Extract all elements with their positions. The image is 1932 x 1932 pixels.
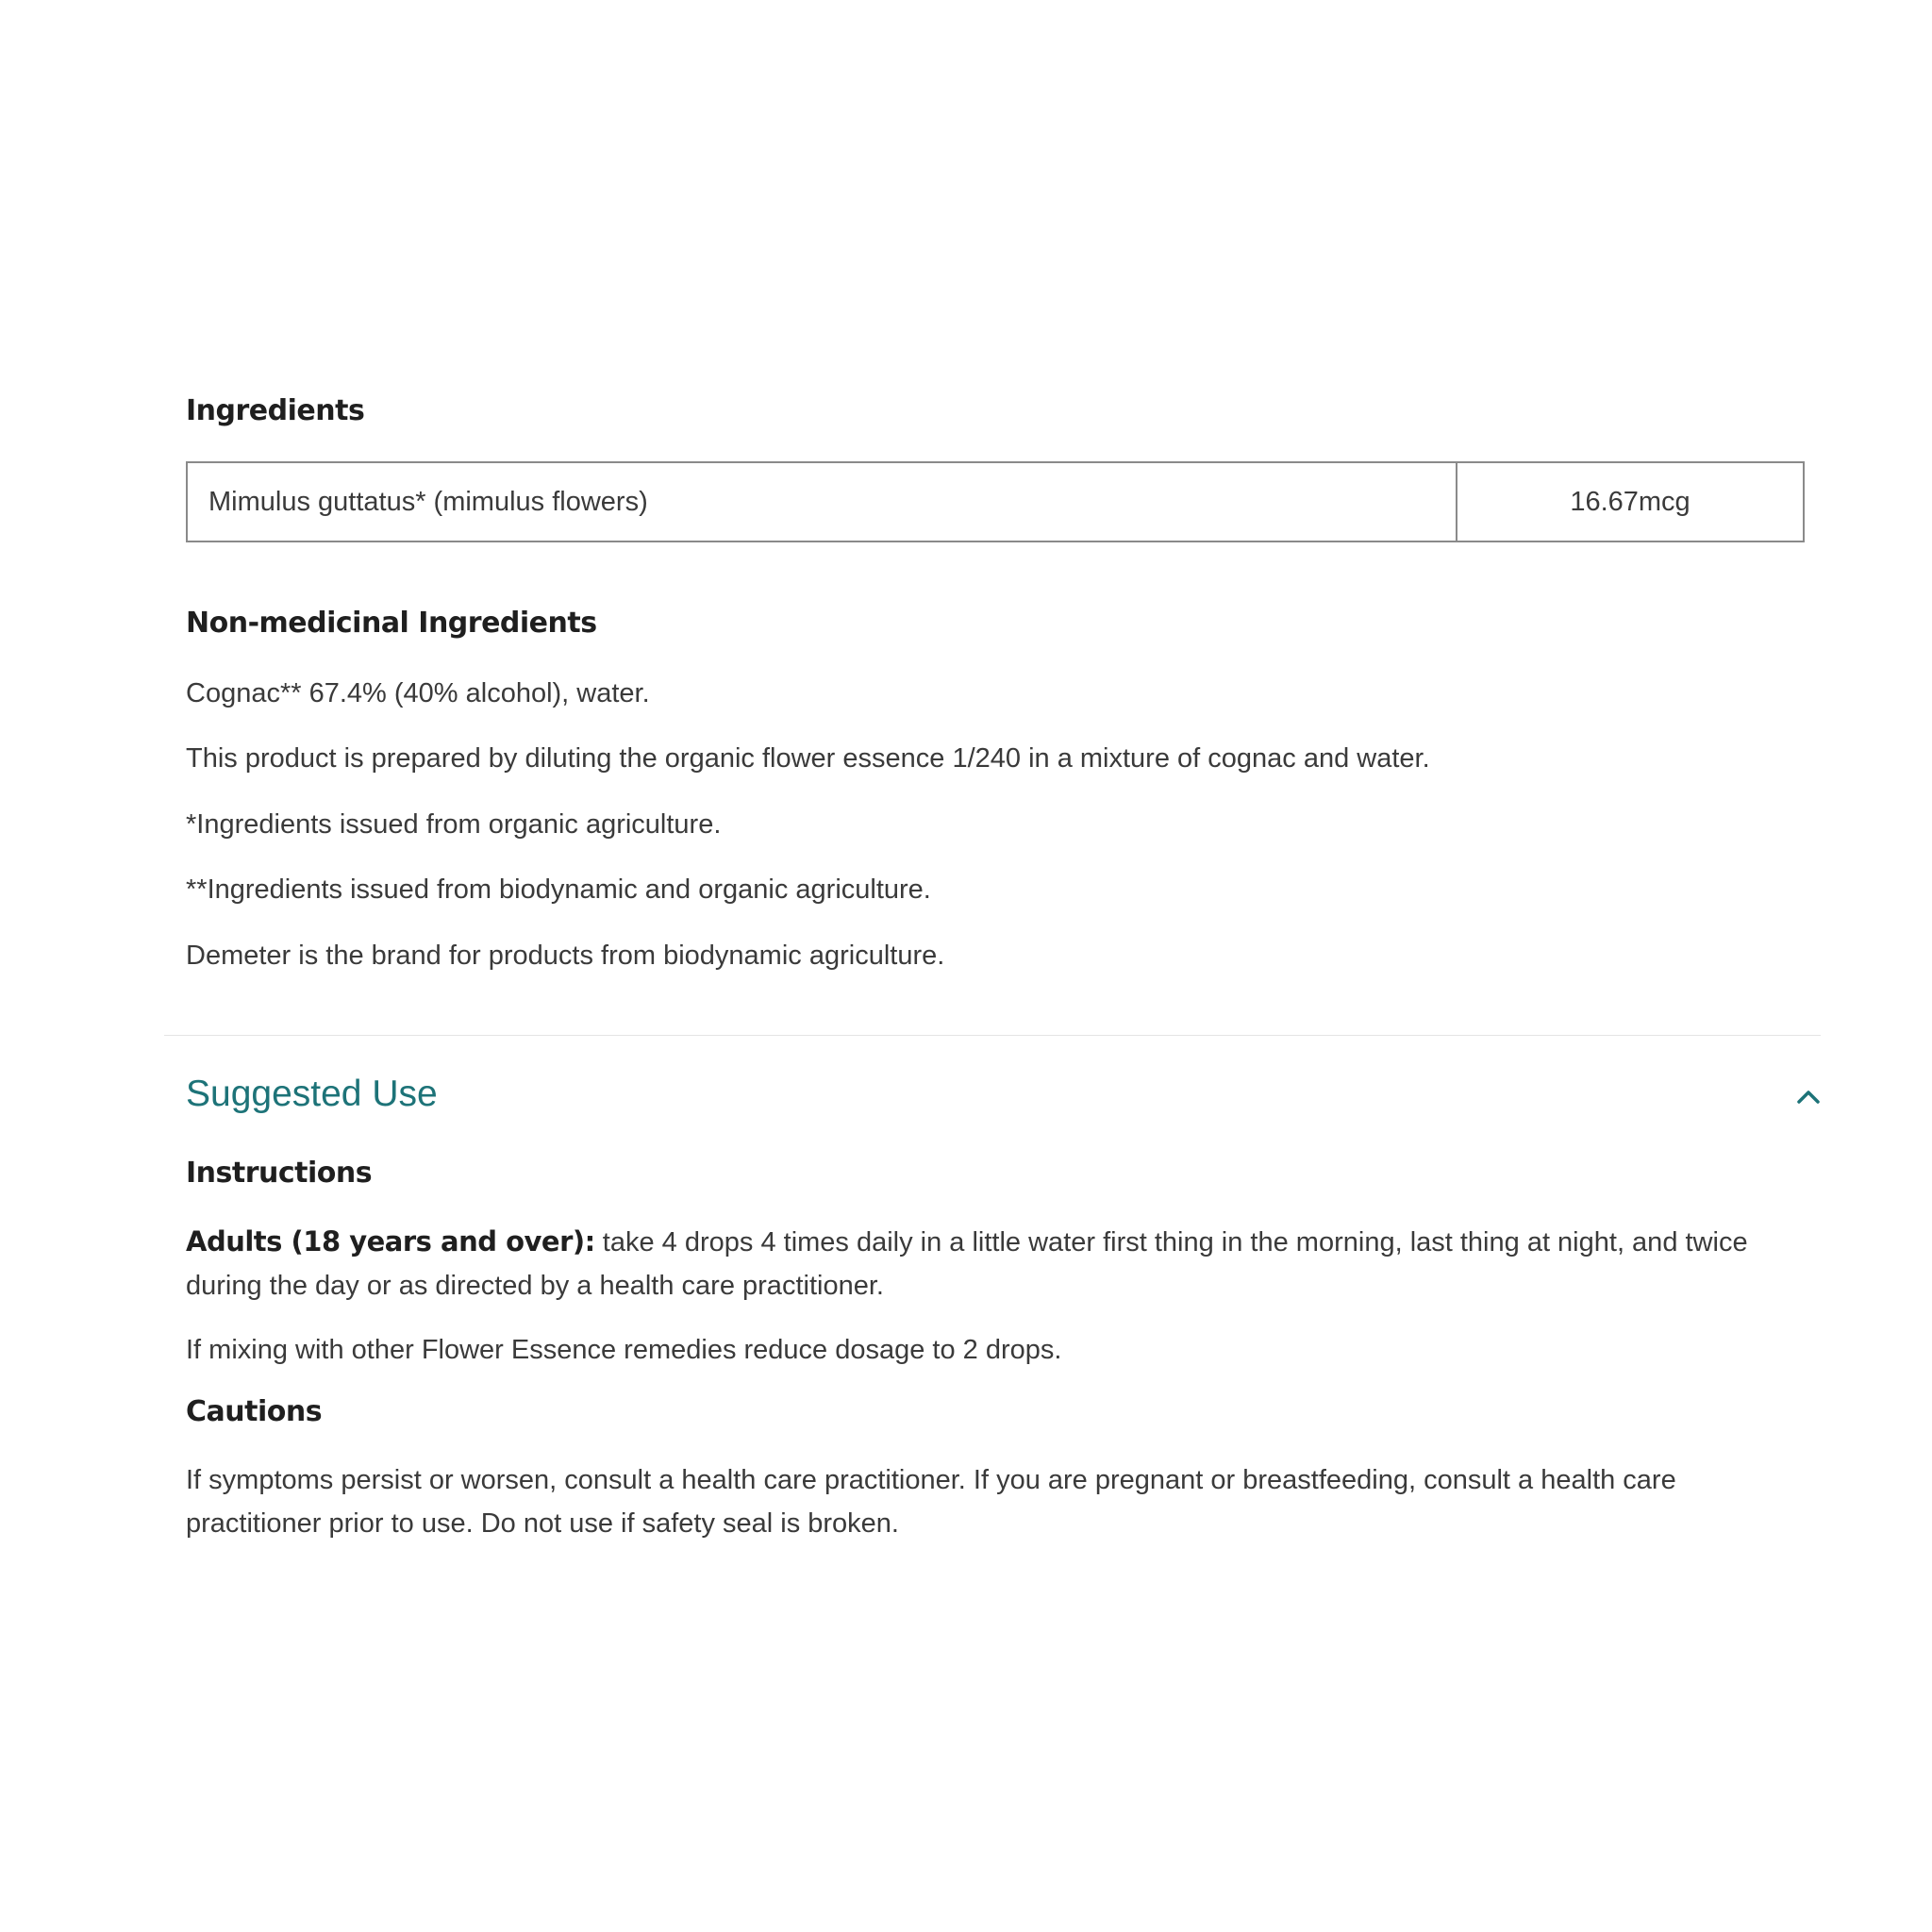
table-row — [187, 462, 1804, 541]
non-medicinal-line: *Ingredients issued from organic agriculture. — [186, 809, 722, 840]
non-medicinal-heading: Non-medicinal Ingredients — [186, 607, 597, 640]
cautions-heading: Cautions — [186, 1395, 323, 1428]
ingredient-amount-cell: 16.67mcg — [1457, 462, 1804, 541]
non-medicinal-line: **Ingredients issued from biodynamic and organic agriculture. — [186, 874, 931, 905]
instructions-heading: Instructions — [186, 1157, 373, 1190]
non-medicinal-line: This product is prepared by diluting the organic flower essence 1/240 in a mixture of cognac and water. — [186, 743, 1430, 774]
mixing-note: If mixing with other Flower Essence remedies reduce dosage to 2 drops. — [186, 1335, 1062, 1365]
section-divider — [164, 1035, 1821, 1036]
non-medicinal-line: Demeter is the brand for products from biodynamic agriculture. — [186, 941, 945, 971]
suggested-use-accordion-toggle[interactable] — [186, 1066, 1822, 1132]
cautions-text: If symptoms persist or worsen, consult a health care practitioner. If you are pregnant or breastfeeding, consult a health care practitioner prior to use. Do not use if safety seal is broken. — [186, 1465, 1676, 1539]
ingredients-heading: Ingredients — [186, 394, 365, 427]
suggested-use-title: Suggested Use — [186, 1074, 438, 1114]
chevron-up-icon[interactable] — [1795, 1087, 1822, 1106]
non-medicinal-line: Cognac** 67.4% (40% alcohol), water. — [186, 678, 650, 708]
adults-text: take 4 drops 4 times daily in a little water first thing in the morning, last thing at night, and twice during the day or as directed by a health care practitioner. — [186, 1227, 1748, 1301]
adults-instructions — [186, 1220, 1771, 1307]
ingredient-name-cell: Mimulus guttatus* (mimulus flowers) — [187, 462, 1457, 541]
ingredients-table — [186, 461, 1805, 542]
adults-label: Adults (18 years and over): — [186, 1225, 595, 1257]
